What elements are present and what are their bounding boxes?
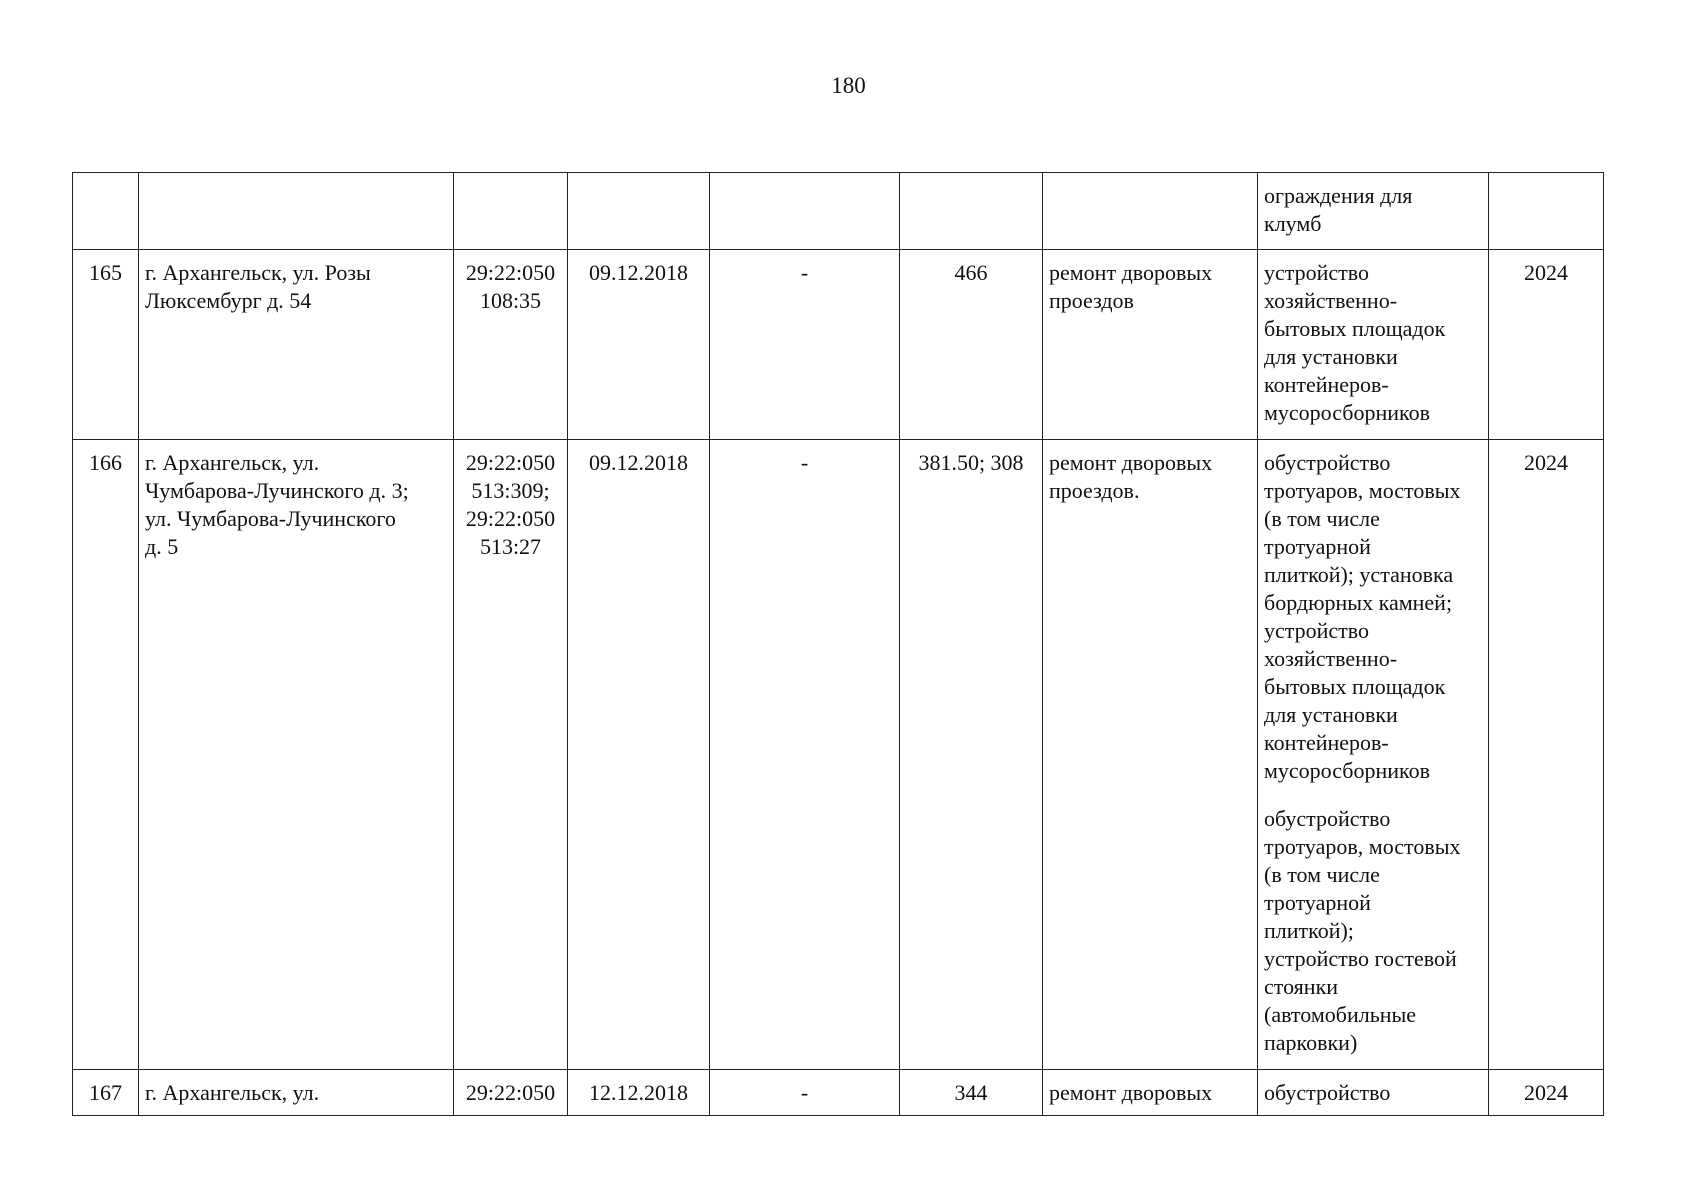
cadastral-number-cell-line: 29:22:050 [465, 1080, 556, 1105]
row-number-cell: 165 [73, 250, 139, 440]
works-cell [1258, 173, 1489, 250]
works-line: ограждения для [1264, 183, 1413, 208]
works-line: клумб [1264, 211, 1322, 236]
area-cell: 381.50; 308 [900, 440, 1043, 1070]
address-cell [139, 250, 454, 440]
works-block [1264, 259, 1482, 427]
works-cell [1258, 440, 1489, 1070]
work-type-cell [1043, 173, 1258, 250]
cadastral-number-cell-line: 513:27 [479, 534, 542, 559]
table-row [73, 440, 1604, 1070]
date-cell [568, 173, 710, 250]
year-cell: 2024 [1489, 1070, 1604, 1116]
address-cell [139, 173, 454, 250]
address-cell-line: ул. Чумбарова-Лучинского [145, 506, 396, 531]
works-line: устройство [1264, 618, 1370, 643]
works-block [1264, 805, 1482, 1057]
work-type-cell-line: проездов [1049, 288, 1134, 313]
row-number-cell [73, 173, 139, 250]
cadastral-number-cell-line: 29:22:050 [465, 260, 556, 285]
works-line: тротуаров, мостовых [1264, 834, 1461, 859]
work-type-cell-line: ремонт дворовых [1049, 260, 1213, 285]
cadastral-number-cell [454, 440, 568, 1070]
works-line: устройство [1264, 260, 1370, 285]
address-cell-line: Чумбарова-Лучинского д. 3; [145, 478, 409, 503]
works-line: (автомобильные [1264, 1002, 1417, 1027]
table-row [73, 1070, 1604, 1116]
work-type-cell [1043, 250, 1258, 440]
address-cell [139, 1070, 454, 1116]
date-cell: 12.12.2018 [568, 1070, 710, 1116]
works-line: для установки [1264, 344, 1398, 369]
data-table [72, 172, 1604, 1116]
works-line: обустройство [1264, 806, 1391, 831]
table-body [73, 173, 1604, 1116]
year-cell [1489, 173, 1604, 250]
work-type-cell [1043, 440, 1258, 1070]
address-cell-line: г. Архангельск, ул. [145, 450, 320, 475]
works-cell [1258, 250, 1489, 440]
year-cell: 2024 [1489, 440, 1604, 1070]
address-cell-line: д. 5 [145, 534, 179, 559]
cadastral-number-cell [454, 250, 568, 440]
cadastral-number-cell-line: 108:35 [479, 288, 542, 313]
works-cell [1258, 1070, 1489, 1116]
table-row [73, 173, 1604, 250]
works-line: тротуаров, мостовых [1264, 478, 1461, 503]
works-line: мусоросборников [1264, 758, 1430, 783]
works-line: хозяйственно- [1264, 288, 1398, 313]
dash-cell: - [710, 1070, 900, 1116]
works-line: обустройство [1264, 1080, 1391, 1105]
works-line: контейнеров- [1264, 730, 1389, 755]
works-line: хозяйственно- [1264, 646, 1398, 671]
address-cell [139, 440, 454, 1070]
year-cell: 2024 [1489, 250, 1604, 440]
works-line: плиткой); [1264, 918, 1354, 943]
works-line: бордюрных камней; [1264, 590, 1453, 615]
cadastral-number-cell [454, 173, 568, 250]
works-line: контейнеров- [1264, 372, 1389, 397]
works-line: бытовых площадок [1264, 674, 1446, 699]
works-line: стоянки [1264, 974, 1339, 999]
area-cell: 344 [900, 1070, 1043, 1116]
works-line: плиткой); установка [1264, 562, 1454, 587]
work-type-cell-line: ремонт дворовых [1049, 450, 1213, 475]
works-block [1264, 182, 1482, 238]
area-cell [900, 173, 1043, 250]
work-type-cell-line: ремонт дворовых [1049, 1080, 1213, 1105]
date-cell: 09.12.2018 [568, 440, 710, 1070]
date-cell: 09.12.2018 [568, 250, 710, 440]
works-line: устройство гостевой [1264, 946, 1457, 971]
cadastral-number-cell-line: 29:22:050 [465, 506, 556, 531]
cadastral-number-cell-line: 29:22:050 [465, 450, 556, 475]
works-line: обустройство [1264, 450, 1391, 475]
address-cell-line: г. Архангельск, ул. Розы [145, 260, 371, 285]
works-block [1264, 1079, 1482, 1107]
dash-cell [710, 173, 900, 250]
area-cell: 466 [900, 250, 1043, 440]
work-type-cell-line: проездов. [1049, 478, 1140, 503]
works-line: тротуарной [1264, 534, 1371, 559]
works-line: (в том числе [1264, 506, 1380, 531]
cadastral-number-cell [454, 1070, 568, 1116]
table-row [73, 250, 1604, 440]
works-block [1264, 449, 1482, 785]
cadastral-number-cell-line: 513:309; [471, 478, 550, 503]
row-number-cell: 166 [73, 440, 139, 1070]
works-line: мусоросборников [1264, 400, 1430, 425]
work-type-cell [1043, 1070, 1258, 1116]
address-cell-line: г. Архангельск, ул. [145, 1080, 320, 1105]
dash-cell: - [710, 440, 900, 1070]
works-line: тротуарной [1264, 890, 1371, 915]
row-number-cell: 167 [73, 1070, 139, 1116]
address-cell-line: Люксембург д. 54 [145, 288, 312, 313]
works-line: бытовых площадок [1264, 316, 1446, 341]
works-line: парковки) [1264, 1030, 1358, 1055]
dash-cell: - [710, 250, 900, 440]
page-number: 180 [831, 73, 866, 98]
works-line: (в том числе [1264, 862, 1380, 887]
works-line: для установки [1264, 702, 1398, 727]
